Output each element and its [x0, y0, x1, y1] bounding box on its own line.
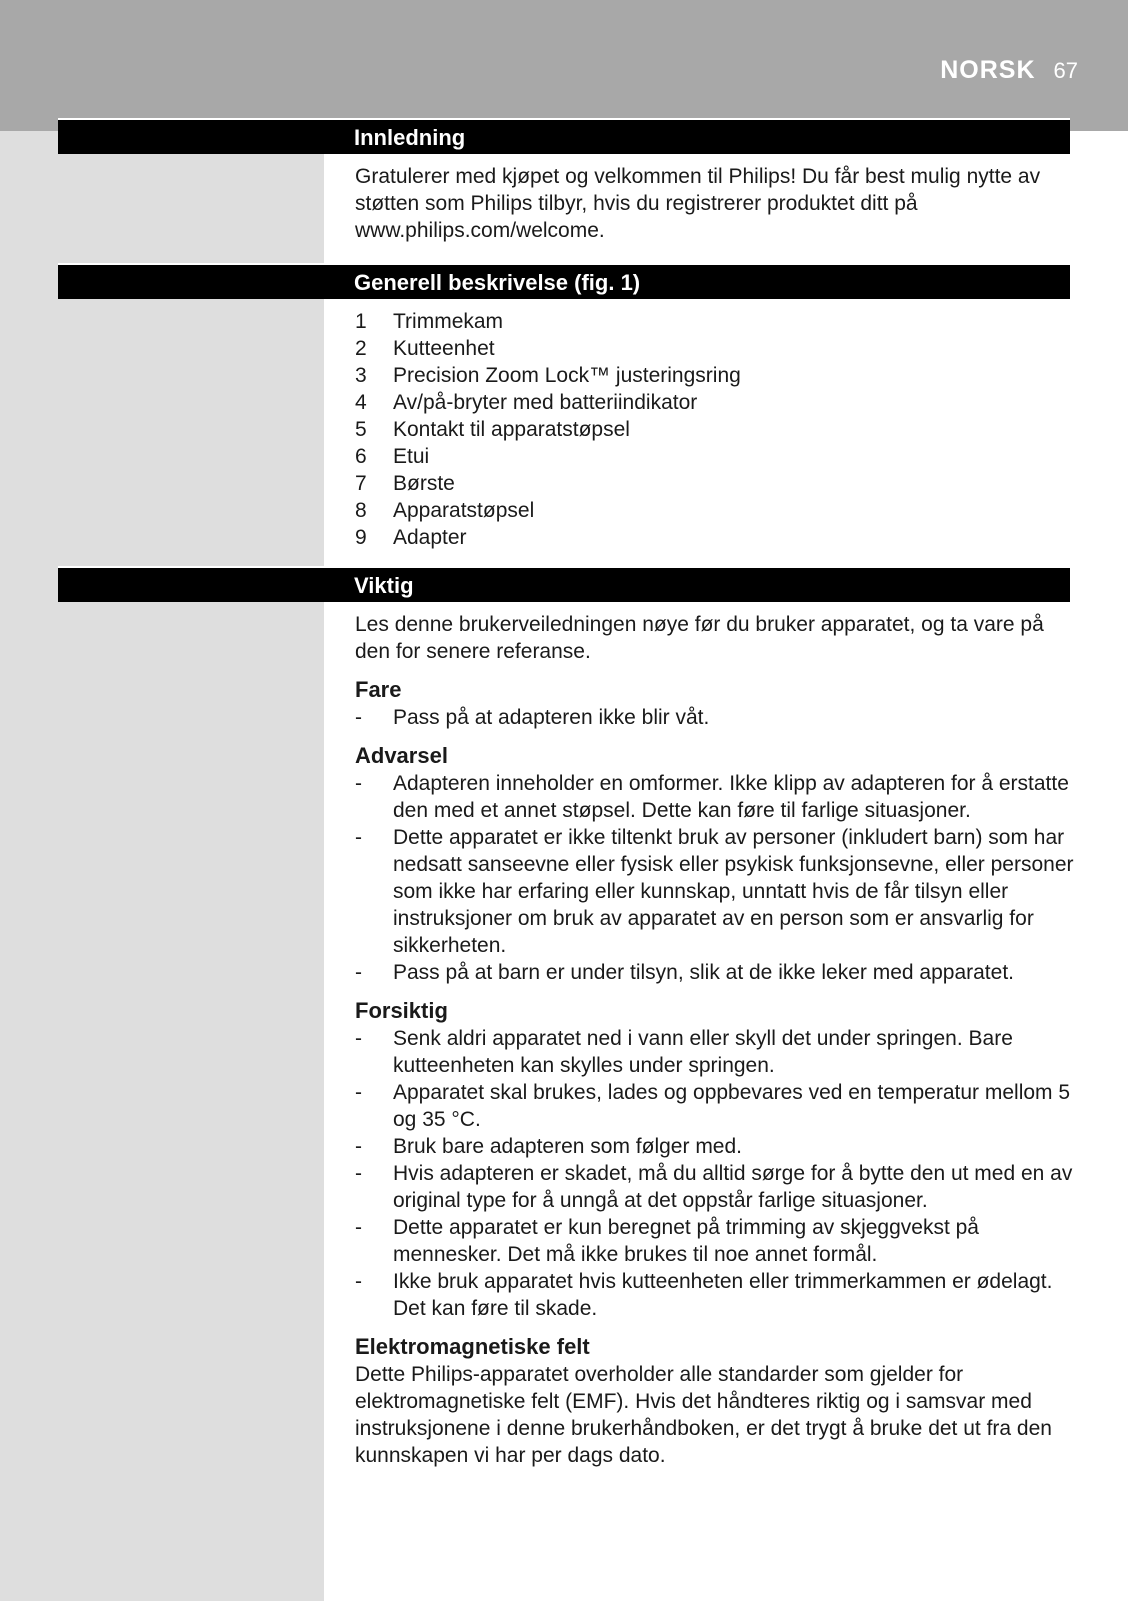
- caution-heading: Forsiktig: [355, 998, 448, 1023]
- list-item: [355, 824, 1075, 959]
- bullet-dash: -: [355, 706, 362, 729]
- item-number: 3: [355, 364, 367, 387]
- item-text: Senk aldri apparatet ned i vann eller skyll det under springen. Bare kutteenheten kan skylles under springen.: [393, 1027, 1013, 1077]
- caution-list: [355, 1025, 1075, 1322]
- section-title-important: Viktig: [354, 573, 414, 598]
- item-text: Apparatstøpsel: [393, 499, 535, 522]
- list-item: [355, 389, 1075, 416]
- section-title-general: Generell beskrivelse (fig. 1): [354, 270, 641, 295]
- item-text: Pass på at adapteren ikke blir våt.: [393, 706, 710, 729]
- item-number: 8: [355, 499, 367, 522]
- list-item: [355, 1214, 1075, 1268]
- item-text: Adapteren inneholder en omformer. Ikke klipp av adapteren for å erstatte den med et annet støpsel. Dette kan føre til farlige situasjoner.: [393, 772, 1069, 822]
- list-item: [355, 1079, 1075, 1133]
- item-text: Apparatet skal brukes, lades og oppbevares ved en temperatur mellom 5 og 35 °C.: [393, 1081, 1071, 1131]
- list-item: [355, 362, 1075, 389]
- parts-list: [355, 308, 1075, 551]
- emf-text: Dette Philips-apparatet overholder alle standarder som gjelder for elektromagnetiske felt (EMF). Hvis det håndteres riktig og i samsvar med instruksjonene i denne brukerhåndboken, er det trygt å bruke det ut fra den kunnskapen vi har per dags dato.: [355, 1363, 1052, 1467]
- item-text: Etui: [393, 445, 430, 468]
- list-item: [355, 524, 1075, 551]
- general-body: [355, 308, 1075, 551]
- list-item: [355, 704, 1075, 731]
- important-intro: Les denne brukerveiledningen nøye før du bruker apparatet, og ta vare på den for senere referanse.: [355, 613, 1044, 663]
- item-number: 4: [355, 391, 367, 414]
- bullet-dash: -: [355, 1216, 362, 1239]
- page-header: [940, 56, 1078, 85]
- bullet-dash: -: [355, 1135, 362, 1158]
- item-number: 5: [355, 418, 367, 441]
- page-number: 67: [1053, 58, 1078, 83]
- bullet-dash: -: [355, 1162, 362, 1185]
- item-text: Dette apparatet er ikke tiltenkt bruk av personer (inkludert barn) som har nedsatt sanseevne eller fysisk eller psykisk funksjonsevne, eller personer som ikke har erfaring eller kunnskap, unntatt hvis de får tilsyn eller instruksjoner om bruk av apparatet av en person som er ansvarlig for sikkerheten.: [393, 826, 1074, 957]
- list-item: [355, 308, 1075, 335]
- list-item: [355, 416, 1075, 443]
- list-item: [355, 335, 1075, 362]
- item-number: 6: [355, 445, 367, 468]
- danger-heading: Fare: [355, 677, 402, 702]
- bullet-dash: -: [355, 1081, 362, 1104]
- item-number: 2: [355, 337, 367, 360]
- section-bar-general: [58, 263, 1070, 299]
- bullet-dash: -: [355, 772, 362, 795]
- item-text: Pass på at barn er under tilsyn, slik at de ikke leker med apparatet.: [393, 961, 1014, 984]
- item-text: Precision Zoom Lock™ justeringsring: [393, 364, 741, 387]
- list-item: [355, 1268, 1075, 1322]
- item-text: Bruk bare adapteren som følger med.: [393, 1135, 743, 1158]
- item-number: 7: [355, 472, 367, 495]
- item-number: 9: [355, 526, 367, 549]
- item-text: Kontakt til apparatstøpsel: [393, 418, 630, 441]
- list-item: [355, 1025, 1075, 1079]
- item-text: Kutteenhet: [393, 337, 495, 360]
- warning-heading: Advarsel: [355, 743, 448, 768]
- item-text: Ikke bruk apparatet hvis kutteenheten eller trimmerkammen er ødelagt. Det kan føre til skade.: [393, 1270, 1053, 1320]
- list-item: [355, 1160, 1075, 1214]
- item-text: Børste: [393, 472, 455, 495]
- list-item: [355, 770, 1075, 824]
- bullet-dash: -: [355, 961, 362, 984]
- section-bar-intro: [58, 118, 1070, 154]
- intro-text: Gratulerer med kjøpet og velkommen til Philips! Du får best mulig nytte av støtten som Philips tilbyr, hvis du registrerer produktet ditt på www.philips.com/welcome.: [355, 165, 1041, 242]
- item-text: Av/på-bryter med batteriindikator: [393, 391, 698, 414]
- emf-heading: Elektromagnetiske felt: [355, 1334, 590, 1359]
- item-text: Adapter: [393, 526, 467, 549]
- intro-body: [355, 163, 1075, 244]
- bullet-dash: -: [355, 1270, 362, 1293]
- list-item: [355, 959, 1075, 986]
- list-item: [355, 470, 1075, 497]
- warning-list: [355, 770, 1075, 986]
- important-body: [355, 611, 1075, 1469]
- bullet-dash: -: [355, 1027, 362, 1050]
- bullet-dash: -: [355, 826, 362, 849]
- danger-list: [355, 704, 1075, 731]
- list-item: [355, 497, 1075, 524]
- section-title-intro: Innledning: [354, 125, 466, 150]
- item-number: 1: [355, 310, 367, 333]
- section-bar-important: [58, 566, 1070, 602]
- language-label: NORSK: [940, 56, 1036, 84]
- left-margin-band: [0, 131, 324, 1601]
- item-text: Hvis adapteren er skadet, må du alltid sørge for å bytte den ut med en av original type for å unngå at det oppstår farlige situasjoner.: [393, 1162, 1073, 1212]
- list-item: [355, 1133, 1075, 1160]
- list-item: [355, 443, 1075, 470]
- item-text: Dette apparatet er kun beregnet på trimming av skjeggvekst på mennesker. Det må ikke brukes til noe annet formål.: [393, 1216, 979, 1266]
- item-text: Trimmekam: [393, 310, 504, 333]
